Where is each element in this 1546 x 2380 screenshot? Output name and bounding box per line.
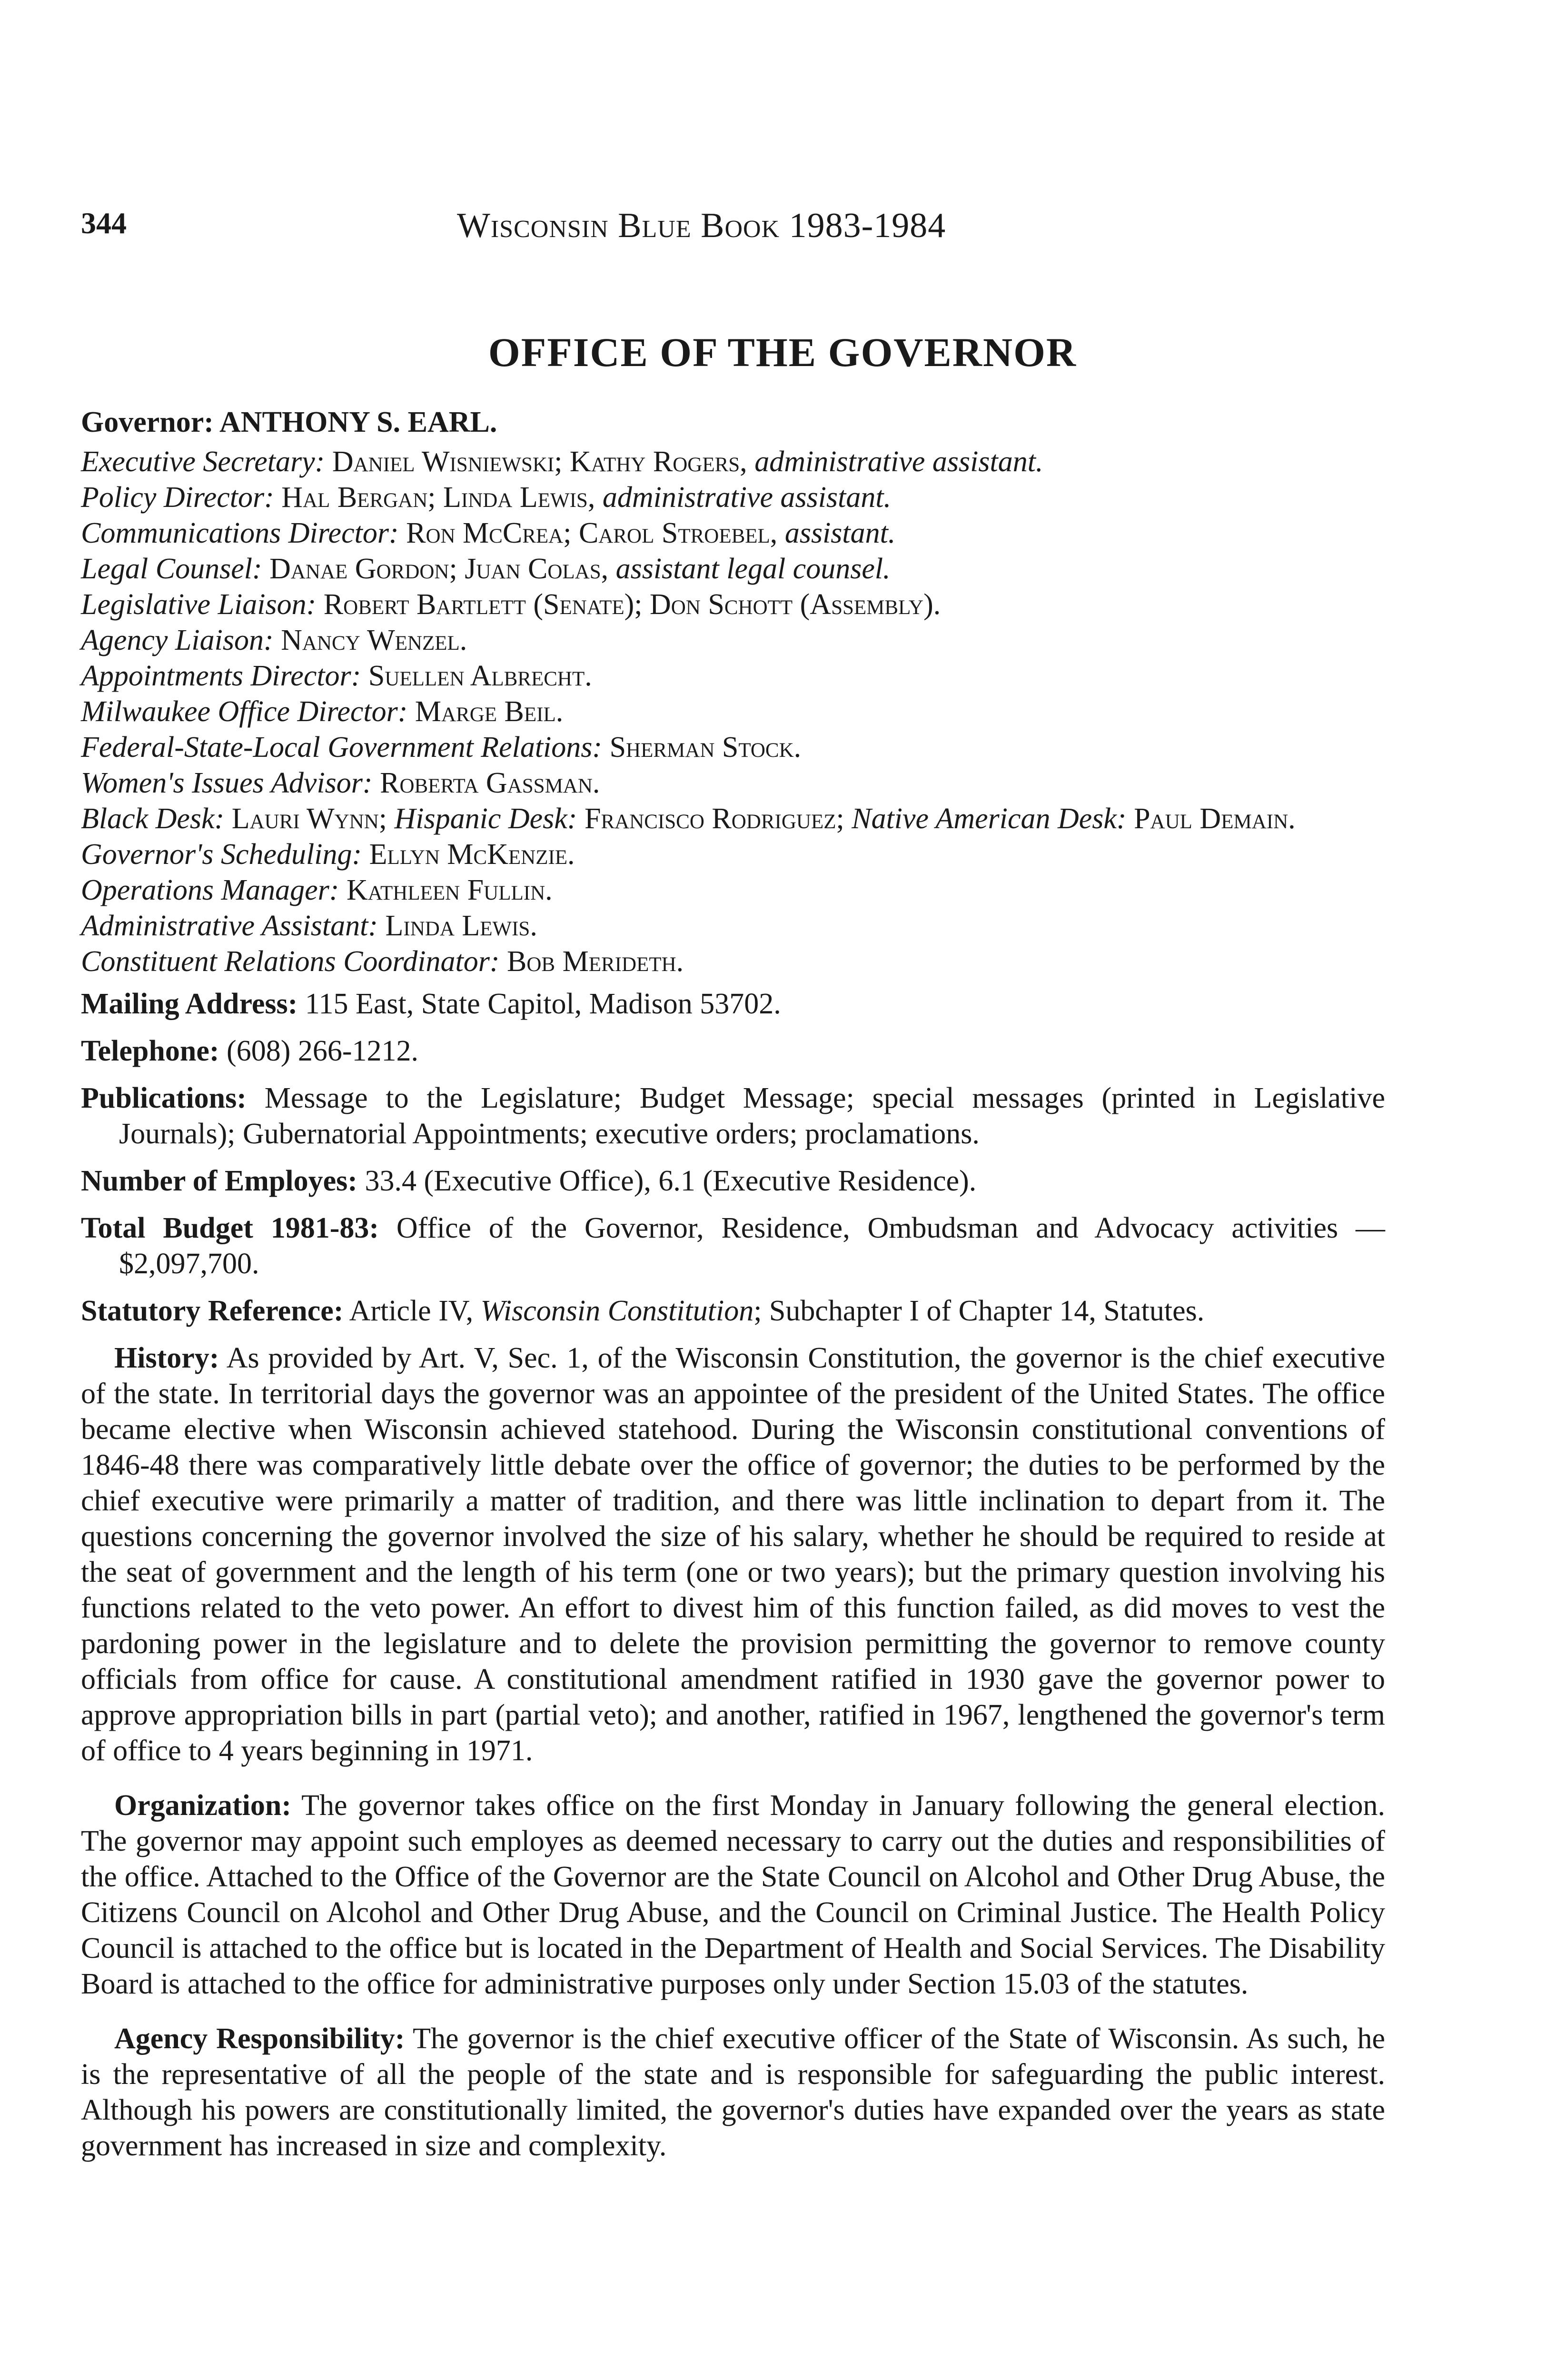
staff-role: Native American Desk: — [852, 803, 1127, 835]
staff-line — [81, 730, 1385, 765]
staff-names: Hal Bergan; Linda Lewis, — [281, 481, 595, 514]
staff-role: Policy Director: — [81, 481, 274, 514]
field-value-italic: Wisconsin Constitution — [480, 1295, 754, 1327]
paragraph-text: The governor is the chief executive officer of the State of Wisconsin. As such, he is the representative of all the people of the state and is responsible for safeguarding the public interest. Although his powers are constitutionally limited, the governor's duties have expanded over the years as state government has increased in size and complexity. — [81, 2023, 1385, 2162]
staff-role: Executive Secretary: — [81, 446, 325, 478]
staff-suffix: administrative assistant. — [754, 446, 1043, 478]
field-value: Message to the Legislature; Budget Message; special messages (printed in Legislative Journals); Gubernatorial Appointments; executive orders; proclamations. — [119, 1082, 1385, 1150]
paragraph-text: As provided by Art. V, Sec. 1, of the Wisconsin Constitution, the governor is the chief executive of the state. In territorial days the governor was an appointee of the president of the United States. The office became elective when Wisconsin achieved statehood. During the Wisconsin constitutional conventions of 1846-48 there was comparatively little debate over the office of governor; the duties to be performed by the chief executive were primarily a matter of tradition, and there was little inclination to depart from it. The questions concerning the governor involved the size of his salary, whether he should be required to reside at the seat of government and the length of his term (one or two years); but the primary question involving his functions related to the veto power. An effort to divest him of this function failed, as did moves to vest the pardoning power in the legislature and to delete the provision permitting the governor to remove county officials from office for cause. A constitutional amendment ratified in 1930 gave the governor power to approve appropriation bills in part (partial veto); and another, ratified in 1967, lengthened the governor's term of office to 4 years beginning in 1971. — [81, 1342, 1385, 1767]
staff-role: Federal-State-Local Government Relations: — [81, 731, 603, 764]
staff-list — [81, 444, 1385, 980]
staff-role: Operations Manager: — [81, 874, 339, 906]
paragraph-label: Organization: — [114, 1789, 291, 1822]
staff-names: Paul Demain. — [1134, 803, 1296, 835]
field-label: Publications: — [81, 1082, 247, 1114]
document-body — [81, 405, 1385, 2183]
staff-line — [81, 516, 1385, 551]
staff-role: Governor's Scheduling: — [81, 838, 362, 871]
staff-names: Suellen Albrecht. — [368, 660, 592, 692]
staff-line — [81, 444, 1385, 480]
running-head — [81, 206, 1385, 248]
staff-line — [81, 944, 1385, 980]
field-value: Office of the Governor, Residence, Ombudsman and Advocacy activities — $2,097,700. — [119, 1212, 1385, 1280]
staff-names: Francisco Rodriguez; — [584, 803, 844, 835]
staff-names: Ron McCrea; Carol Stroebel, — [406, 517, 778, 549]
organization-paragraph — [81, 1788, 1385, 2002]
staff-names: Marge Beil. — [415, 695, 564, 728]
staff-role: Black Desk: — [81, 803, 225, 835]
staff-line — [81, 873, 1385, 908]
staff-names: Lauri Wynn; — [231, 803, 387, 835]
staff-line — [81, 765, 1385, 801]
staff-suffix: assistant legal counsel. — [615, 553, 891, 585]
field-value: 115 East, State Capitol, Madison 53702. — [305, 988, 781, 1020]
running-title-text: Wisconsin Blue Book 1983-1984 — [457, 206, 946, 245]
staff-line — [81, 480, 1385, 516]
staff-names: Danae Gordon; Juan Colas, — [269, 553, 609, 585]
governor-line — [81, 405, 1385, 440]
staff-line — [81, 694, 1385, 730]
staff-names: Nancy Wenzel. — [281, 624, 467, 656]
page-number: 344 — [81, 206, 127, 240]
governor-label: Governor: — [81, 406, 214, 438]
page-title: OFFICE OF THE GOVERNOR — [488, 329, 1077, 375]
staff-names: Robert Bartlett (Senate); Don Schott (Assembly). — [323, 588, 941, 621]
staff-names: Bob Merideth. — [507, 945, 684, 978]
staff-suffix: administrative assistant. — [602, 481, 892, 514]
staff-role: Hispanic Desk: — [394, 803, 577, 835]
staff-role: Legislative Liaison: — [81, 588, 317, 621]
history-paragraph — [81, 1340, 1385, 1769]
staff-names: Linda Lewis. — [385, 910, 537, 942]
staff-role: Communications Director: — [81, 517, 399, 549]
agency-responsibility-paragraph — [81, 2021, 1385, 2164]
paragraph-label: History: — [114, 1342, 219, 1374]
field-label: Telephone: — [81, 1035, 219, 1067]
running-title — [457, 206, 946, 246]
staff-role: Women's Issues Advisor: — [81, 767, 373, 799]
paragraph-label: Agency Responsibility: — [114, 2023, 405, 2055]
statutory-reference — [81, 1293, 1385, 1329]
staff-line — [81, 658, 1385, 694]
staff-names: Kathleen Fullin. — [346, 874, 553, 906]
staff-role: Administrative Assistant: — [81, 910, 378, 942]
field-label: Number of Employes: — [81, 1165, 357, 1197]
mailing-address — [81, 986, 1385, 1022]
staff-role: Constituent Relations Coordinator: — [81, 945, 500, 978]
staff-line — [81, 801, 1385, 837]
staff-role: Legal Counsel: — [81, 553, 262, 585]
field-value: ; Subchapter I of Chapter 14, Statutes. — [753, 1295, 1205, 1327]
staff-line — [81, 551, 1385, 587]
field-value: Article IV, — [349, 1295, 474, 1327]
staff-names: Sherman Stock. — [609, 731, 802, 764]
total-budget — [81, 1210, 1385, 1282]
staff-role: Agency Liaison: — [81, 624, 274, 656]
staff-line — [81, 587, 1385, 623]
staff-role: Appointments Director: — [81, 660, 361, 692]
staff-line — [81, 908, 1385, 944]
staff-names: Ellyn McKenzie. — [369, 838, 575, 871]
field-value: (608) 266-1212. — [227, 1035, 418, 1067]
telephone — [81, 1033, 1385, 1069]
staff-line — [81, 623, 1385, 658]
field-label: Statutory Reference: — [81, 1295, 344, 1327]
paragraph-text: The governor takes office on the first Monday in January following the general election. The governor may appoint such employes as deemed necessary to carry out the duties and responsibilities of the office. Attached to the Office of the Governor are the State Council on Alcohol and Other Drug Abuse, the Citizens Council on Alcohol and Other Drug Abuse, and the Council on Criminal Justice. The Health Policy Council is attached to the office but is located in the Department of Health and Social Services. The Disability Board is attached to the office for administrative purposes only under Section 15.03 of the statutes. — [81, 1789, 1385, 2000]
field-value: 33.4 (Executive Office), 6.1 (Executive Residence). — [365, 1165, 977, 1197]
staff-names: Roberta Gassman. — [380, 767, 600, 799]
staff-suffix: assistant. — [784, 517, 896, 549]
staff-role: Milwaukee Office Director: — [81, 695, 408, 728]
number-of-employes — [81, 1163, 1385, 1199]
field-label: Mailing Address: — [81, 988, 298, 1020]
governor-name: ANTHONY S. EARL. — [219, 406, 497, 438]
field-label: Total Budget 1981-83: — [81, 1212, 379, 1244]
staff-line — [81, 837, 1385, 873]
staff-names: Daniel Wisniewski; Kathy Rogers, — [332, 446, 747, 478]
publications — [81, 1081, 1385, 1152]
